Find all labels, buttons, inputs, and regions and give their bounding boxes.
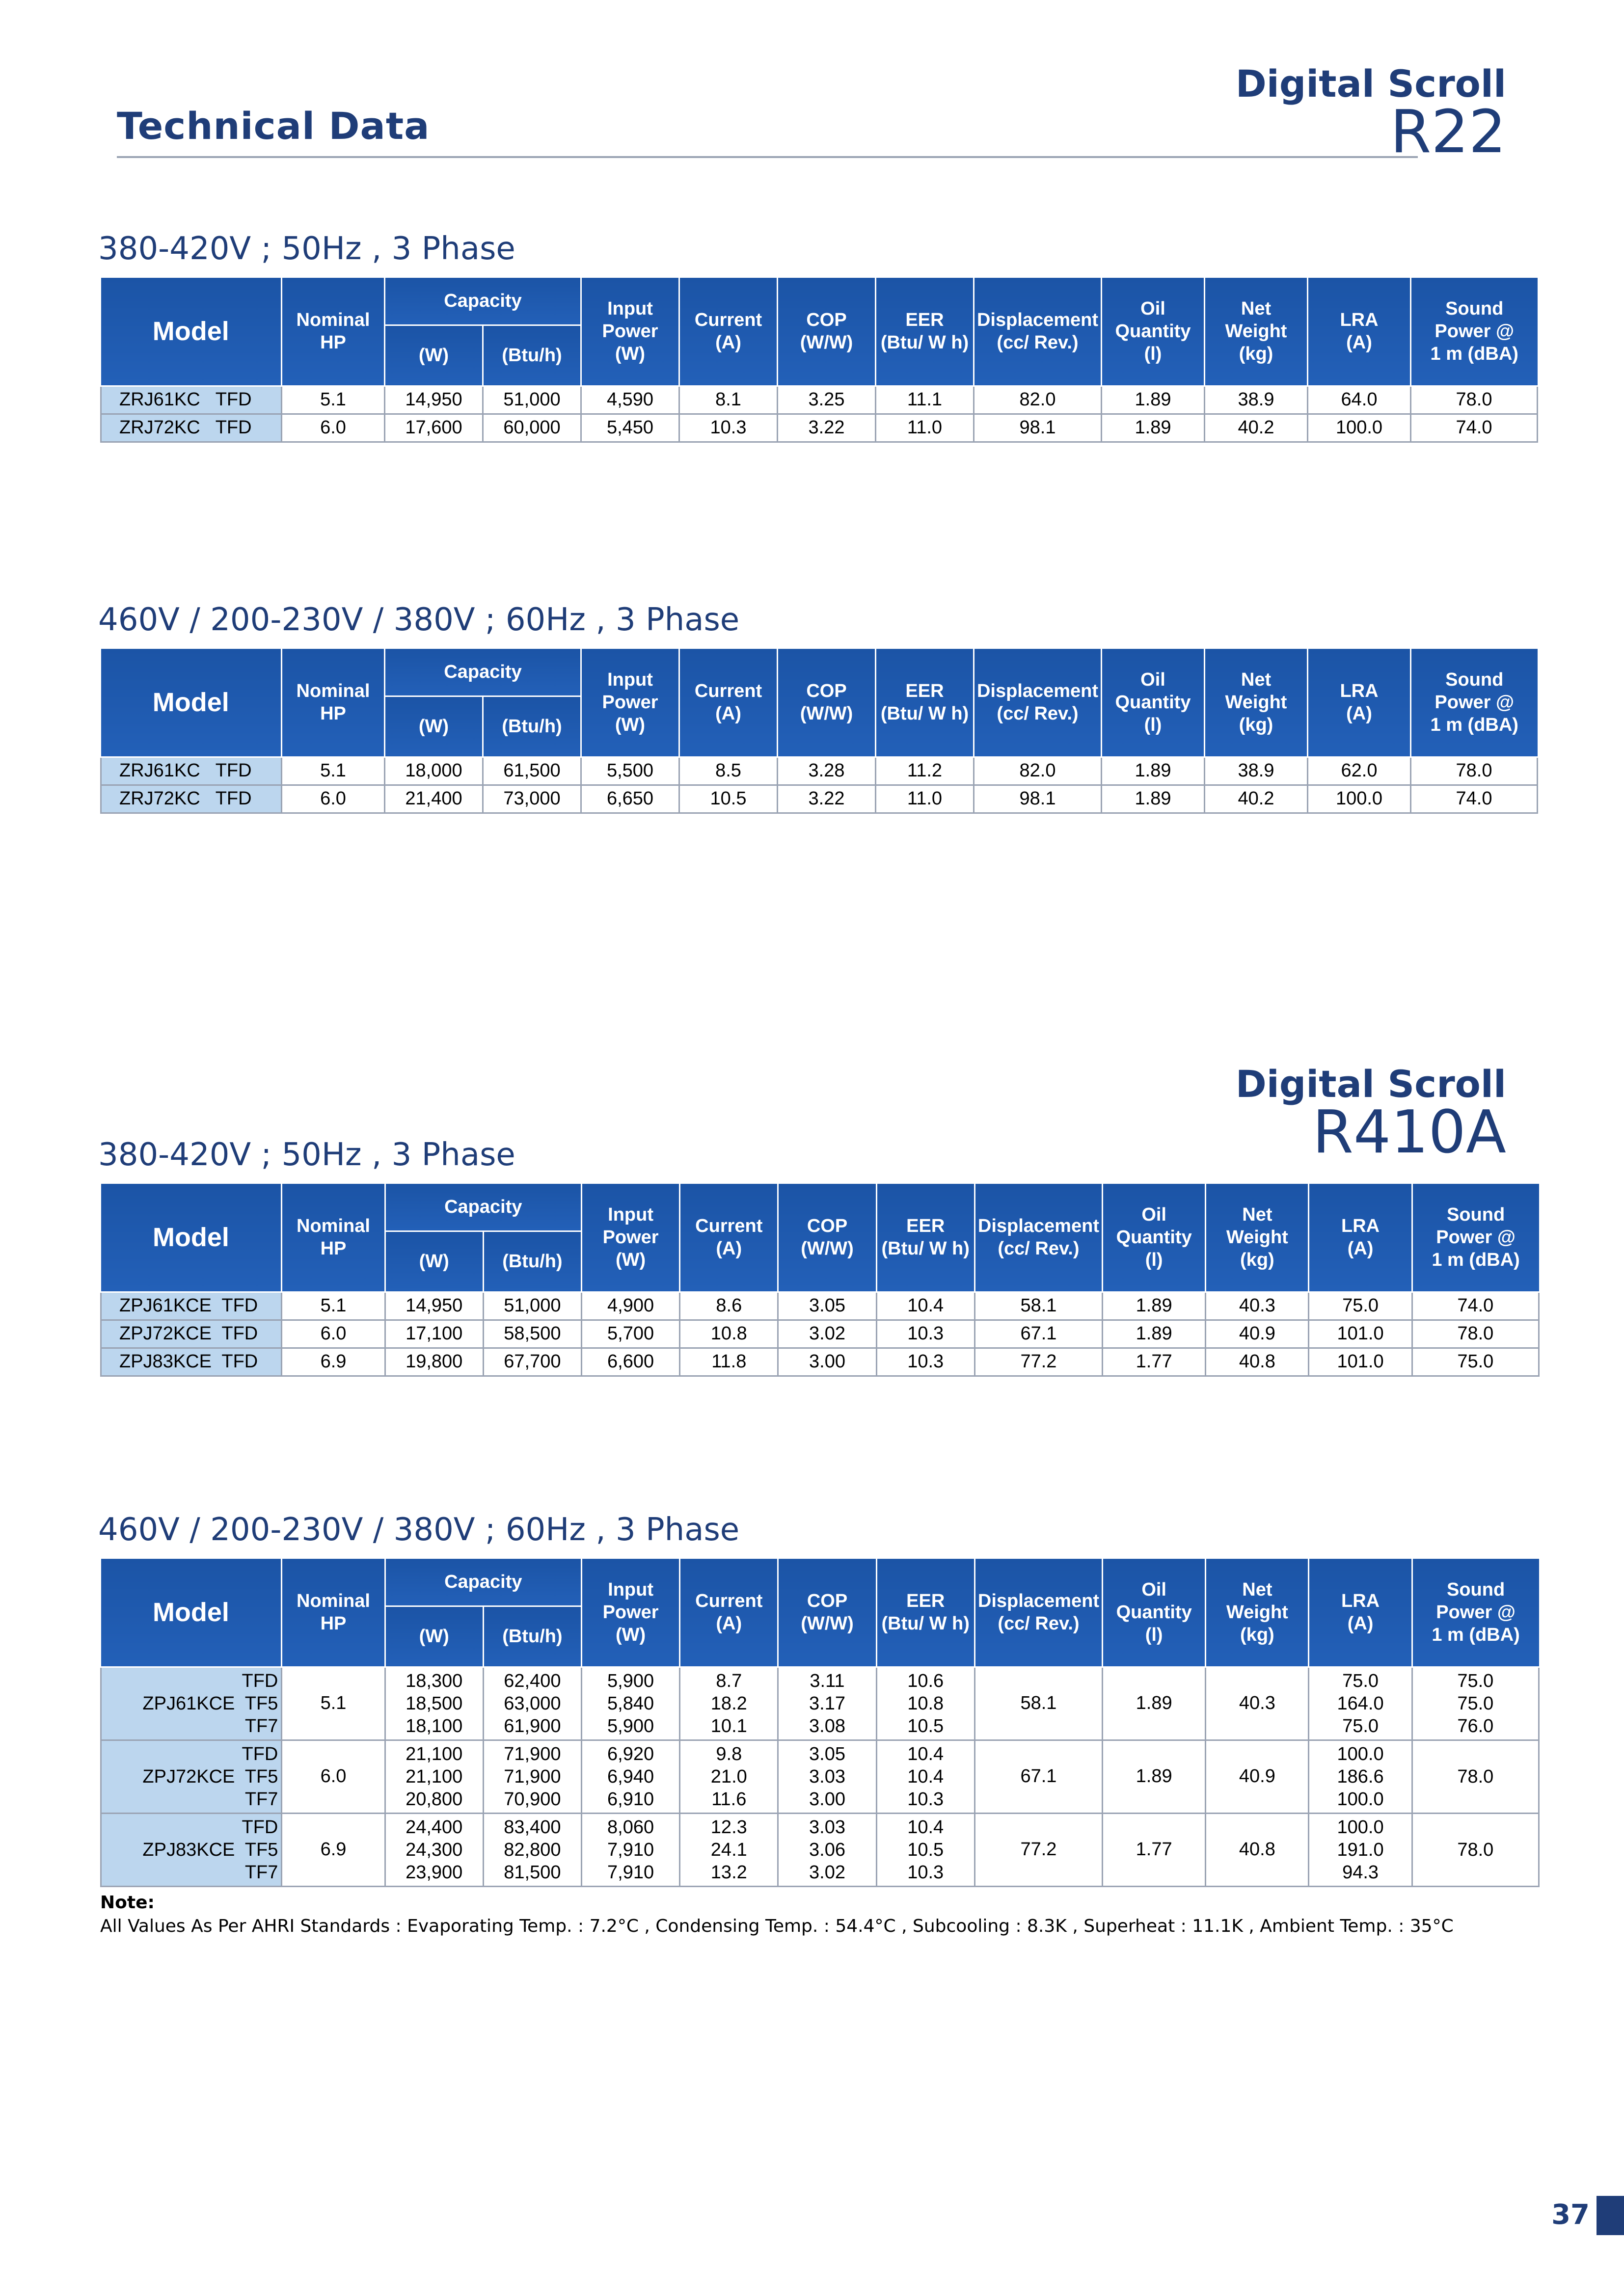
spec-table-r22-60hz: [100, 649, 1538, 814]
value-cell: 6.0: [282, 414, 385, 442]
col-nominal-hp: Nominal HP: [282, 1559, 385, 1667]
value-cell: 82.0: [974, 757, 1102, 785]
value-cell: 74.0: [1411, 785, 1538, 813]
brand-title: Digital Scroll: [1235, 1062, 1506, 1106]
value-cell: 98.1: [974, 414, 1102, 442]
value-cell: 11.0: [876, 785, 974, 813]
col-current: Current (A): [680, 1559, 778, 1667]
col-capacity-w: (W): [385, 696, 483, 757]
lra-cell: 100.0 186.6 100.0: [1309, 1740, 1412, 1813]
col-nominal-hp: Nominal HP: [282, 1184, 385, 1292]
lra-cell: 75.0 164.0 75.0: [1309, 1667, 1412, 1740]
refrigerant-label: R410A: [1312, 1098, 1506, 1167]
value-cell: 1.89: [1102, 386, 1205, 414]
refrigerant-label: R22: [1390, 98, 1506, 166]
sound-cell: 78.0: [1412, 1740, 1539, 1813]
col-capacity: Capacity: [385, 1559, 581, 1606]
hp-cell: 6.0: [282, 1740, 385, 1813]
value-cell: 5,500: [581, 757, 679, 785]
value-cell: 1.89: [1103, 1292, 1206, 1320]
value-cell: 3.05: [778, 1292, 876, 1320]
sound-cell: 75.0 75.0 76.0: [1412, 1667, 1539, 1740]
value-cell: 6,650: [581, 785, 679, 813]
value-cell: 74.0: [1412, 1292, 1539, 1320]
col-displacement: Displacement (cc/ Rev.): [974, 1184, 1102, 1292]
value-cell: 73,000: [483, 785, 581, 813]
model-cell: ZPJ83KCE TFD: [101, 1348, 282, 1376]
value-cell: 8.5: [679, 757, 778, 785]
col-eer: EER (Btu/ W h): [876, 1559, 974, 1667]
weight-cell: 40.9: [1206, 1740, 1309, 1813]
value-cell: 58,500: [483, 1320, 581, 1348]
value-cell: 61,500: [483, 757, 581, 785]
eer-cell: 10.4 10.5 10.3: [876, 1813, 974, 1886]
col-lra: LRA (A): [1308, 278, 1411, 386]
eer-cell: 10.4 10.4 10.3: [876, 1740, 974, 1813]
col-lra: LRA (A): [1309, 1559, 1412, 1667]
current-cell: 8.7 18.2 10.1: [680, 1667, 778, 1740]
value-cell: 98.1: [974, 785, 1102, 813]
value-cell: 40.9: [1206, 1320, 1309, 1348]
value-cell: 1.89: [1102, 414, 1205, 442]
value-cell: 6.0: [282, 1320, 385, 1348]
value-cell: 1.89: [1103, 1320, 1206, 1348]
oil-cell: 1.77: [1103, 1813, 1206, 1886]
capacity-btu-cell: 62,400 63,000 61,900: [483, 1667, 581, 1740]
value-cell: 6,600: [581, 1348, 679, 1376]
col-lra: LRA (A): [1308, 649, 1411, 757]
value-cell: 40.8: [1206, 1348, 1309, 1376]
value-cell: 51,000: [483, 1292, 581, 1320]
value-cell: 40.2: [1205, 785, 1308, 813]
col-model: Model: [101, 1559, 282, 1667]
section-title-r22-60hz: 460V / 200-230V / 380V ; 60Hz , 3 Phase: [98, 602, 740, 638]
value-cell: 6.0: [282, 785, 385, 813]
col-capacity-btu: (Btu/h): [483, 1606, 581, 1667]
model-cell: ZRJ72KC TFD: [101, 414, 282, 442]
weight-cell: 40.8: [1206, 1813, 1309, 1886]
value-cell: 75.0: [1412, 1348, 1539, 1376]
hp-cell: 5.1: [282, 1667, 385, 1740]
table-row: [101, 785, 1538, 813]
value-cell: 14,950: [385, 386, 483, 414]
table-row: [101, 1292, 1539, 1320]
lra-cell: 100.0 191.0 94.3: [1309, 1813, 1412, 1886]
brand-title: Digital Scroll: [1235, 62, 1506, 106]
col-nominal-hp: Nominal HP: [282, 649, 385, 757]
value-cell: 17,600: [385, 414, 483, 442]
capacity-btu-cell: 83,400 82,800 81,500: [483, 1813, 581, 1886]
value-cell: 6.9: [282, 1348, 385, 1376]
value-cell: 60,000: [483, 414, 581, 442]
value-cell: 51,000: [483, 386, 581, 414]
col-input-power: Input Power (W): [581, 1559, 679, 1667]
value-cell: 19,800: [385, 1348, 483, 1376]
value-cell: 4,590: [581, 386, 679, 414]
value-cell: 3.22: [778, 414, 876, 442]
page-title: Technical Data: [117, 104, 430, 148]
value-cell: 3.00: [778, 1348, 876, 1376]
col-cop: COP (W/W): [778, 649, 876, 757]
value-cell: 58.1: [974, 1292, 1102, 1320]
col-oil-quantity: Oil Quantity (l): [1102, 649, 1205, 757]
hp-cell: 6.9: [282, 1813, 385, 1886]
col-displacement: Displacement (cc/ Rev.): [974, 1559, 1102, 1667]
eer-cell: 10.6 10.8 10.5: [876, 1667, 974, 1740]
value-cell: 10.4: [876, 1292, 974, 1320]
sound-cell: 78.0: [1412, 1813, 1539, 1886]
col-cop: COP (W/W): [778, 1559, 876, 1667]
col-model: Model: [101, 1184, 282, 1292]
col-oil-quantity: Oil Quantity (l): [1103, 1184, 1206, 1292]
title-divider: [117, 156, 1418, 158]
col-displacement: Displacement (cc/ Rev.): [974, 649, 1102, 757]
value-cell: 74.0: [1411, 414, 1538, 442]
value-cell: 10.3: [876, 1320, 974, 1348]
col-net-weight: Net Weight (kg): [1206, 1559, 1309, 1667]
value-cell: 67.1: [974, 1320, 1102, 1348]
value-cell: 40.2: [1205, 414, 1308, 442]
brand-r410a: [1235, 1062, 1506, 1167]
col-capacity-w: (W): [385, 325, 483, 386]
value-cell: 78.0: [1412, 1320, 1539, 1348]
oil-cell: 1.89: [1103, 1667, 1206, 1740]
value-cell: 10.5: [679, 785, 778, 813]
col-model: Model: [101, 649, 282, 757]
value-cell: 64.0: [1308, 386, 1411, 414]
col-capacity-w: (W): [385, 1606, 483, 1667]
value-cell: 10.3: [876, 1348, 974, 1376]
table-row-group: [101, 1813, 1539, 1886]
cop-cell: 3.05 3.03 3.00: [778, 1740, 876, 1813]
model-cell: ZRJ61KC TFD: [101, 757, 282, 785]
value-cell: 82.0: [974, 386, 1102, 414]
col-cop: COP (W/W): [778, 1184, 876, 1292]
current-cell: 9.8 21.0 11.6: [680, 1740, 778, 1813]
model-cell: TFD ZPJ83KCE TF5 TF7: [101, 1813, 282, 1886]
table-row-group: [101, 1667, 1539, 1740]
page-tab-marker: [1597, 2196, 1624, 2235]
capacity-w-cell: 18,300 18,500 18,100: [385, 1667, 483, 1740]
value-cell: 3.02: [778, 1320, 876, 1348]
displacement-cell: 77.2: [974, 1813, 1102, 1886]
section-title-r22-50hz: 380-420V ; 50Hz , 3 Phase: [98, 231, 515, 267]
value-cell: 78.0: [1411, 386, 1538, 414]
col-capacity-btu: (Btu/h): [483, 325, 581, 386]
note-label: Note:: [100, 1893, 155, 1913]
input-power-cell: 6,920 6,940 6,910: [581, 1740, 679, 1813]
col-capacity: Capacity: [385, 278, 581, 325]
col-current: Current (A): [680, 1184, 778, 1292]
value-cell: 11.1: [876, 386, 974, 414]
value-cell: 18,000: [385, 757, 483, 785]
capacity-w-cell: 21,100 21,100 20,800: [385, 1740, 483, 1813]
col-input-power: Input Power (W): [581, 649, 679, 757]
value-cell: 17,100: [385, 1320, 483, 1348]
value-cell: 8.6: [680, 1292, 778, 1320]
col-sound-power: Sound Power @ 1 m (dBA): [1411, 278, 1538, 386]
value-cell: 10.8: [680, 1320, 778, 1348]
oil-cell: 1.89: [1103, 1740, 1206, 1813]
current-cell: 12.3 24.1 13.2: [680, 1813, 778, 1886]
col-sound-power: Sound Power @ 1 m (dBA): [1412, 1184, 1539, 1292]
input-power-cell: 5,900 5,840 5,900: [581, 1667, 679, 1740]
col-lra: LRA (A): [1309, 1184, 1412, 1292]
value-cell: 4,900: [581, 1292, 679, 1320]
col-eer: EER (Btu/ W h): [876, 1184, 974, 1292]
displacement-cell: 58.1: [974, 1667, 1102, 1740]
value-cell: 5.1: [282, 386, 385, 414]
col-capacity: Capacity: [385, 1184, 581, 1231]
col-eer: EER (Btu/ W h): [876, 278, 974, 386]
value-cell: 5.1: [282, 1292, 385, 1320]
cop-cell: 3.03 3.06 3.02: [778, 1813, 876, 1886]
model-cell: TFD ZPJ72KCE TF5 TF7: [101, 1740, 282, 1813]
value-cell: 67,700: [483, 1348, 581, 1376]
capacity-btu-cell: 71,900 71,900 70,900: [483, 1740, 581, 1813]
note-text: All Values As Per AHRI Standards : Evaporating Temp. : 7.2°C , Condensing Temp. : 54.4°C , Subcooling : 8.3K , Superheat : 11.1K , Ambient Temp. : 35°C: [100, 1916, 1454, 1936]
capacity-w-cell: 24,400 24,300 23,900: [385, 1813, 483, 1886]
col-sound-power: Sound Power @ 1 m (dBA): [1412, 1559, 1539, 1667]
col-input-power: Input Power (W): [581, 1184, 679, 1292]
value-cell: 10.3: [679, 414, 778, 442]
spec-table-r22-50hz: [100, 278, 1538, 443]
value-cell: 5,700: [581, 1320, 679, 1348]
table-row: [101, 1320, 1539, 1348]
col-eer: EER (Btu/ W h): [876, 649, 974, 757]
section-title-r410a-50hz: 380-420V ; 50Hz , 3 Phase: [98, 1137, 515, 1173]
col-net-weight: Net Weight (kg): [1205, 649, 1308, 757]
spec-table-r410a-50hz: [100, 1184, 1540, 1377]
col-sound-power: Sound Power @ 1 m (dBA): [1411, 649, 1538, 757]
col-capacity-btu: (Btu/h): [483, 1231, 581, 1292]
table-row: [101, 386, 1538, 414]
value-cell: 100.0: [1308, 414, 1411, 442]
value-cell: 11.8: [680, 1348, 778, 1376]
col-capacity: Capacity: [385, 649, 581, 696]
value-cell: 11.2: [876, 757, 974, 785]
value-cell: 21,400: [385, 785, 483, 813]
col-oil-quantity: Oil Quantity (l): [1103, 1559, 1206, 1667]
value-cell: 1.77: [1103, 1348, 1206, 1376]
col-displacement: Displacement (cc/ Rev.): [974, 278, 1102, 386]
col-net-weight: Net Weight (kg): [1205, 278, 1308, 386]
col-capacity-btu: (Btu/h): [483, 696, 581, 757]
value-cell: 75.0: [1309, 1292, 1412, 1320]
table-row-group: [101, 1740, 1539, 1813]
cop-cell: 3.11 3.17 3.08: [778, 1667, 876, 1740]
value-cell: 101.0: [1309, 1320, 1412, 1348]
value-cell: 14,950: [385, 1292, 483, 1320]
model-cell: ZRJ72KC TFD: [101, 785, 282, 813]
model-cell: ZRJ61KC TFD: [101, 386, 282, 414]
spec-table-r410a-60hz: [100, 1559, 1540, 1887]
input-power-cell: 8,060 7,910 7,910: [581, 1813, 679, 1886]
value-cell: 40.3: [1206, 1292, 1309, 1320]
weight-cell: 40.3: [1206, 1667, 1309, 1740]
col-oil-quantity: Oil Quantity (l): [1102, 278, 1205, 386]
model-cell: TFD ZPJ61KCE TF5 TF7: [101, 1667, 282, 1740]
value-cell: 3.28: [778, 757, 876, 785]
value-cell: 101.0: [1309, 1348, 1412, 1376]
col-model: Model: [101, 278, 282, 386]
value-cell: 5.1: [282, 757, 385, 785]
col-current: Current (A): [679, 278, 778, 386]
col-nominal-hp: Nominal HP: [282, 278, 385, 386]
value-cell: 38.9: [1205, 757, 1308, 785]
value-cell: 8.1: [679, 386, 778, 414]
table-row: [101, 414, 1538, 442]
value-cell: 77.2: [974, 1348, 1102, 1376]
value-cell: 3.22: [778, 785, 876, 813]
section-title-r410a-60hz: 460V / 200-230V / 380V ; 60Hz , 3 Phase: [98, 1512, 740, 1548]
value-cell: 38.9: [1205, 386, 1308, 414]
value-cell: 1.89: [1102, 785, 1205, 813]
col-cop: COP (W/W): [778, 278, 876, 386]
table-row: [101, 757, 1538, 785]
displacement-cell: 67.1: [974, 1740, 1102, 1813]
model-cell: ZPJ61KCE TFD: [101, 1292, 282, 1320]
table-row: [101, 1348, 1539, 1376]
value-cell: 62.0: [1308, 757, 1411, 785]
value-cell: 5,450: [581, 414, 679, 442]
col-net-weight: Net Weight (kg): [1206, 1184, 1309, 1292]
value-cell: 3.25: [778, 386, 876, 414]
col-input-power: Input Power (W): [581, 278, 679, 386]
col-capacity-w: (W): [385, 1231, 483, 1292]
page-number: 37: [1551, 2199, 1590, 2231]
brand-r22: [1235, 62, 1506, 166]
model-cell: ZPJ72KCE TFD: [101, 1320, 282, 1348]
value-cell: 100.0: [1308, 785, 1411, 813]
value-cell: 1.89: [1102, 757, 1205, 785]
value-cell: 11.0: [876, 414, 974, 442]
col-current: Current (A): [679, 649, 778, 757]
value-cell: 78.0: [1411, 757, 1538, 785]
